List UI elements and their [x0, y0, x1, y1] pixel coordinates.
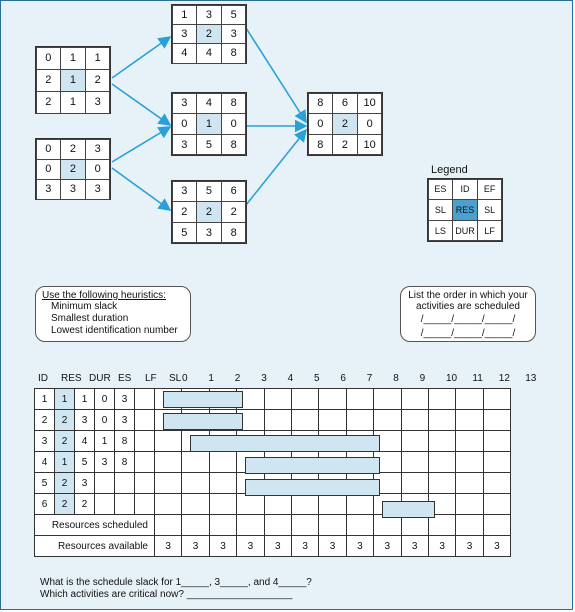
heuristic-item: Smallest duration [51, 313, 129, 324]
node-cell: 3 [196, 5, 222, 25]
cell-lf: 3 [115, 389, 135, 410]
activity-node-3 [171, 4, 247, 64]
time-cell [401, 389, 428, 410]
cell-dur: 2 [75, 494, 95, 515]
node-cell: 8 [308, 134, 334, 156]
legend-cell: LF [477, 220, 503, 242]
order-blank-1[interactable]: /_____/_____/_____/ [420, 314, 516, 325]
node-cell: 3 [172, 134, 198, 156]
time-cell [428, 452, 455, 473]
node-cell: 10 [357, 134, 383, 156]
resources-scheduled-cell [209, 515, 236, 536]
resources-scheduled-cell [483, 515, 510, 536]
cell-dur: 5 [75, 452, 95, 473]
resources-available-cell: 3 [374, 536, 401, 557]
node-cell: 2 [172, 201, 198, 223]
legend-cell: ID [452, 179, 478, 201]
node-cell: 6 [221, 181, 247, 203]
node-cell: 4 [172, 43, 198, 63]
node-cell: 0 [172, 113, 198, 135]
resources-scheduled-cell [291, 515, 318, 536]
resources-available-cell: 3 [155, 536, 182, 557]
node-cell: 2 [85, 69, 111, 92]
time-cell [346, 410, 373, 431]
cell-res: 2 [55, 410, 75, 431]
time-cell [237, 494, 264, 515]
node-cell: 3 [172, 93, 198, 115]
time-cell [155, 452, 182, 473]
time-cell [182, 452, 209, 473]
node-cell: 5 [196, 134, 222, 156]
column-header: RES [61, 373, 82, 384]
time-cell [483, 389, 510, 410]
resources-available-cell: 3 [182, 536, 209, 557]
time-cell [483, 452, 510, 473]
time-cell [264, 410, 291, 431]
resources-scheduled-row [35, 515, 511, 536]
resources-available-label: Resources available [35, 536, 155, 557]
resources-available-cell: 3 [319, 536, 346, 557]
time-tick-label: 5 [314, 373, 320, 384]
time-tick-label: 10 [446, 373, 458, 384]
node-cell: 3 [172, 24, 198, 44]
time-cell [209, 473, 236, 494]
cell-res: 2 [55, 473, 75, 494]
resources-scheduled-cell [155, 515, 182, 536]
cell-es: 1 [95, 431, 115, 452]
node-cell: 10 [357, 93, 383, 115]
time-cell [456, 410, 483, 431]
resources-scheduled-label: Resources scheduled [35, 515, 155, 536]
time-cell [483, 410, 510, 431]
time-cell [319, 494, 346, 515]
node-cell: 3 [221, 24, 247, 44]
cell-dur: 3 [75, 473, 95, 494]
column-header: ES [118, 373, 132, 384]
time-cell [483, 494, 510, 515]
time-cell [483, 431, 510, 452]
time-cell [291, 389, 318, 410]
cell-sl [135, 389, 155, 410]
time-cell [264, 494, 291, 515]
node-cell: 3 [36, 179, 62, 200]
node-cell: 0 [36, 139, 62, 160]
resources-available-cell: 3 [264, 536, 291, 557]
node-cell: 1 [60, 69, 86, 92]
node-cell: 2 [36, 91, 62, 114]
node-cell: 2 [332, 134, 358, 156]
column-header: ID [38, 373, 48, 384]
resources-scheduled-cell [264, 515, 291, 536]
node-cell: 0 [36, 47, 62, 70]
node-cell: 1 [196, 113, 222, 135]
legend-cell: RES [452, 199, 478, 221]
resources-available-cell: 3 [237, 536, 264, 557]
time-cell [264, 389, 291, 410]
gantt-bar-activity-1 [163, 391, 243, 408]
arrow-n2-n4 [112, 127, 170, 162]
time-cell [291, 494, 318, 515]
time-cell [456, 452, 483, 473]
resources-scheduled-cell [237, 515, 264, 536]
node-cell: 8 [308, 93, 334, 115]
time-tick-label: 2 [234, 373, 241, 384]
cell-dur: 3 [75, 410, 95, 431]
node-cell: 0 [36, 159, 62, 180]
time-cell [456, 494, 483, 515]
node-cell: 2 [36, 69, 62, 92]
cell-lf [115, 473, 135, 494]
time-cell [346, 389, 373, 410]
legend-title: Legend [431, 164, 468, 176]
time-cell [401, 452, 428, 473]
resources-available-cell: 3 [456, 536, 483, 557]
node-cell: 8 [221, 222, 247, 244]
node-cell: 3 [85, 179, 111, 200]
resources-available-cell: 3 [346, 536, 373, 557]
time-tick-label: 6 [340, 373, 346, 384]
node-cell: 3 [172, 181, 198, 203]
node-cell: 2 [60, 159, 86, 180]
resources-scheduled-cell [182, 515, 209, 536]
legend-cell: SL [428, 199, 454, 221]
order-blank-2[interactable]: /_____/_____/_____/ [420, 328, 516, 339]
time-tick-label: 13 [525, 373, 537, 384]
time-cell [374, 389, 401, 410]
time-cell [428, 389, 455, 410]
cell-es [95, 473, 115, 494]
cell-id: 6 [35, 494, 55, 515]
gantt-bar-activity-3 [190, 435, 380, 452]
time-cell [155, 431, 182, 452]
node-cell: 3 [60, 179, 86, 200]
time-cell [319, 389, 346, 410]
node-cell: 1 [60, 47, 86, 70]
legend-box [427, 178, 503, 242]
cell-es: 3 [95, 452, 115, 473]
time-cell [182, 473, 209, 494]
column-header: LF [145, 373, 157, 384]
node-cell: 2 [196, 201, 222, 223]
gantt-bar-activity-2 [163, 413, 243, 430]
cell-res: 2 [55, 494, 75, 515]
node-cell: 5 [196, 181, 222, 203]
cell-lf: 8 [115, 452, 135, 473]
time-tick-label: 0 [182, 373, 188, 384]
legend-cell: EF [477, 179, 503, 201]
order-box-line2: activities are scheduled [416, 301, 520, 312]
resources-scheduled-cell [456, 515, 483, 536]
node-cell: 5 [221, 5, 247, 25]
cell-id: 1 [35, 389, 55, 410]
time-cell [401, 473, 428, 494]
table-row [35, 410, 511, 431]
cell-sl [135, 452, 155, 473]
node-cell: 1 [85, 47, 111, 70]
cell-res: 2 [55, 431, 75, 452]
time-cell [428, 410, 455, 431]
cell-id: 2 [35, 410, 55, 431]
question-critical: Which activities are critical now? ___________________ [40, 589, 293, 600]
resources-scheduled-cell [319, 515, 346, 536]
legend-cell: LS [428, 220, 454, 242]
activity-node-4 [171, 92, 247, 156]
node-cell: 1 [172, 5, 198, 25]
cell-es: 0 [95, 410, 115, 431]
gantt-bar-activity-6 [382, 501, 435, 518]
arrow-n1-n4 [112, 84, 170, 125]
time-cell [319, 410, 346, 431]
time-cell [155, 473, 182, 494]
resources-available-cell: 3 [291, 536, 318, 557]
node-cell: 6 [332, 93, 358, 115]
activity-node-2 [35, 138, 111, 200]
time-tick-label: 4 [287, 373, 294, 384]
activity-node-5 [171, 180, 247, 244]
legend-cell: ES [428, 179, 454, 201]
heuristic-item: Minimum slack [51, 301, 118, 312]
time-cell [209, 494, 236, 515]
time-tick-label: 11 [472, 373, 483, 384]
cell-es [95, 494, 115, 515]
arrow-n5-n6 [246, 130, 306, 205]
time-cell [401, 431, 428, 452]
node-cell: 5 [172, 222, 198, 244]
resources-available-cell: 3 [483, 536, 510, 557]
activity-node-6 [307, 92, 383, 156]
resources-available-cell: 3 [401, 536, 428, 557]
node-cell: 0 [357, 113, 383, 135]
table-row [35, 389, 511, 410]
cell-sl [135, 473, 155, 494]
cell-dur: 4 [75, 431, 95, 452]
node-cell: 0 [85, 159, 111, 180]
heuristic-item: Lowest identification number [51, 325, 178, 336]
cell-sl [135, 431, 155, 452]
cell-id: 5 [35, 473, 55, 494]
time-cell [346, 494, 373, 515]
arrow-n3-n6 [246, 28, 306, 122]
time-cell [374, 410, 401, 431]
arrow-n2-n5 [112, 168, 170, 210]
time-tick-label: 9 [419, 373, 426, 384]
time-cell [209, 452, 236, 473]
node-cell: 4 [196, 93, 222, 115]
order-box [400, 286, 536, 342]
node-cell: 1 [60, 91, 86, 114]
column-header: DUR [89, 373, 111, 384]
question-slack: What is the schedule slack for 1_____, 3_____, and 4_____? [40, 577, 312, 588]
gantt-bar-activity-5 [245, 479, 380, 496]
cell-id: 4 [35, 452, 55, 473]
resources-scheduled-cell [346, 515, 373, 536]
gantt-bar-activity-4 [245, 457, 380, 474]
activity-node-1 [35, 46, 111, 114]
arrow-n1-n3 [112, 37, 170, 78]
time-tick-label: 12 [498, 373, 510, 384]
cell-es: 0 [95, 389, 115, 410]
resources-available-cell: 3 [209, 536, 236, 557]
time-tick-label: 8 [393, 373, 399, 384]
time-cell [428, 431, 455, 452]
legend-cell: DUR [452, 220, 478, 242]
time-tick-label: 1 [208, 373, 214, 384]
time-cell [456, 473, 483, 494]
cell-res: 1 [55, 452, 75, 473]
legend-cell: SL [477, 199, 503, 221]
node-cell: 3 [196, 222, 222, 244]
node-cell: 0 [308, 113, 334, 135]
node-cell: 8 [221, 134, 247, 156]
cell-id: 3 [35, 431, 55, 452]
node-cell: 4 [196, 43, 222, 63]
node-cell: 8 [221, 93, 247, 115]
time-cell [428, 473, 455, 494]
heuristics-box [35, 286, 191, 342]
node-cell: 8 [221, 43, 247, 63]
node-cell: 3 [85, 91, 111, 114]
time-cell [155, 494, 182, 515]
cell-lf [115, 494, 135, 515]
cell-lf: 3 [115, 410, 135, 431]
table-row [35, 494, 511, 515]
node-cell: 3 [85, 139, 111, 160]
node-cell: 0 [221, 113, 247, 135]
time-cell [401, 410, 428, 431]
node-cell: 2 [221, 201, 247, 223]
node-cell: 2 [332, 113, 358, 135]
node-cell: 2 [60, 139, 86, 160]
cell-lf: 8 [115, 431, 135, 452]
resources-available-cell: 3 [428, 536, 455, 557]
heuristics-heading: Use the following heuristics: [42, 290, 166, 301]
cell-sl [135, 410, 155, 431]
time-tick-label: 3 [261, 373, 267, 384]
node-cell: 2 [196, 24, 222, 44]
resources-available-row [35, 536, 511, 557]
order-box-line1: List the order in which your [408, 290, 528, 301]
time-cell [456, 389, 483, 410]
time-cell [291, 410, 318, 431]
cell-sl [135, 494, 155, 515]
time-cell [182, 494, 209, 515]
time-cell [483, 473, 510, 494]
time-cell [456, 431, 483, 452]
column-header: SL [169, 373, 182, 384]
cell-res: 1 [55, 389, 75, 410]
time-tick-label: 7 [366, 373, 373, 384]
cell-dur: 1 [75, 389, 95, 410]
